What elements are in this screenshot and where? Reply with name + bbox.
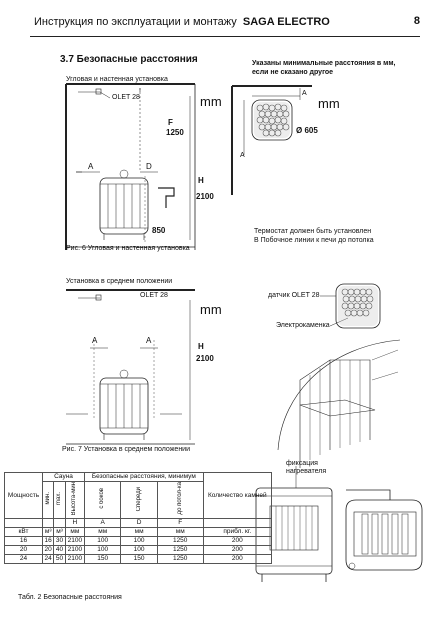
td-unit-m3a: м³ xyxy=(43,528,54,537)
table-letters-row xyxy=(5,519,272,528)
fig6-H-value: 2100 xyxy=(196,192,214,201)
table-cell: 30 xyxy=(54,537,65,546)
table-cell: 24 xyxy=(43,555,54,564)
table-cell: 200 xyxy=(203,537,271,546)
td-unit-kw: кВт xyxy=(5,528,43,537)
td-empty-d xyxy=(203,519,271,528)
th-height-text: Высота-мин xyxy=(71,482,78,516)
th-height xyxy=(65,482,84,519)
fixation-label-line1: фиксация xyxy=(286,460,318,467)
fig7-room-diagram xyxy=(66,290,195,444)
fig6-room-diagram xyxy=(66,84,195,250)
thermostat-note-line1: Термостат должен быть установлен xyxy=(254,228,372,235)
fig6-850-label: 850 xyxy=(152,226,166,235)
corner-A-top: A xyxy=(302,90,307,97)
table-cell: 150 xyxy=(85,555,121,564)
fig7-unit: mm xyxy=(200,302,222,317)
th-max xyxy=(54,482,65,519)
fig6-unit: mm xyxy=(200,94,222,109)
table-cell: 2100 xyxy=(65,546,84,555)
td-unit-kg: прибл. кг. xyxy=(203,528,271,537)
section-title: 3.7 Безопасные расстояния xyxy=(60,54,198,65)
fig6-F-value: 1250 xyxy=(166,128,184,137)
fig7-caption: Рис. 7 Установка в среднем положении xyxy=(62,446,191,453)
table-cell: 2100 xyxy=(65,555,84,564)
fig7-H-value: 2100 xyxy=(196,354,214,363)
table-cell: 16 xyxy=(43,537,54,546)
th-ceiling-text: до потол-ка xyxy=(176,482,183,515)
table-cell: 200 xyxy=(203,555,271,564)
fixation-label-line2: нагревателя xyxy=(286,468,327,475)
corner-note-line1: Указаны минимальные расстояния в мм, xyxy=(252,60,396,67)
header-title-text: Инструкция по эксплуатации и монтажу xyxy=(34,16,237,28)
header-brand: SAGA ELECTRO xyxy=(242,16,330,28)
table-cell: 2100 xyxy=(65,537,84,546)
th-min xyxy=(43,482,54,519)
fig6-F-label: F xyxy=(168,118,173,127)
corner-A-side: A xyxy=(240,152,245,159)
fig6-top-label: Угловая и настенная установка xyxy=(66,76,168,83)
table-units-row xyxy=(5,528,272,537)
td-letter-D: D xyxy=(121,519,157,528)
th-max-text: max. xyxy=(56,492,63,506)
table-cell: 40 xyxy=(54,546,65,555)
heater-plan-view xyxy=(346,500,422,570)
table-cell: 100 xyxy=(121,537,157,546)
heater-wall-mount-detail xyxy=(278,340,400,468)
table-caption: Табл. 2 Безопасные расстояния xyxy=(18,594,122,601)
table-cell: 1250 xyxy=(157,546,203,555)
table-row xyxy=(5,555,272,564)
fig6-D-label: D xyxy=(146,162,152,171)
fig6-olet-label: OLET 28 xyxy=(112,94,140,101)
th-front xyxy=(121,482,157,519)
fig7-H-label: H xyxy=(198,342,204,351)
heater-mid-shade xyxy=(338,286,378,326)
td-empty-b xyxy=(43,519,54,528)
td-letter-A: A xyxy=(85,519,121,528)
table-cell: 16 xyxy=(5,537,43,546)
th-sauna: Сауна xyxy=(43,473,85,482)
corner-note-line2: если не сказано другое xyxy=(252,69,334,76)
corner-unit: mm xyxy=(318,96,340,111)
table-row xyxy=(5,546,272,555)
th-power: Мощность xyxy=(5,473,43,519)
table-row xyxy=(5,537,272,546)
th-safe: Безопасные расстояния, минимум xyxy=(85,473,204,482)
fig6-H-label: H xyxy=(198,176,204,185)
th-side-text: с боков xyxy=(99,488,106,510)
heater-stone-label: Электрокаменка xyxy=(276,322,330,329)
td-empty-c xyxy=(54,519,65,528)
th-min-text: мин. xyxy=(44,492,51,505)
fig6-A-label: A xyxy=(88,162,94,171)
sensor-label: датчик OLET 28 xyxy=(268,292,320,299)
corner-diameter: Ø 605 xyxy=(296,126,318,135)
td-unit-mm-d: мм xyxy=(121,528,157,537)
table-cell: 24 xyxy=(5,555,43,564)
table-cell: 20 xyxy=(43,546,54,555)
td-unit-m3b: м³ xyxy=(54,528,65,537)
table-header-row xyxy=(5,473,272,482)
td-letter-H: H xyxy=(65,519,84,528)
heater-front-view xyxy=(256,466,390,582)
table-cell: 100 xyxy=(85,546,121,555)
table-cell: 1250 xyxy=(157,555,203,564)
safety-distances-table xyxy=(4,472,272,564)
td-empty-a xyxy=(5,519,43,528)
th-stones: Количество камней xyxy=(203,473,271,519)
table-cell: 100 xyxy=(85,537,121,546)
table-cell: 100 xyxy=(121,546,157,555)
table-cell: 200 xyxy=(203,546,271,555)
fig6-caption: Рис. 6 Угловая и настенная установка xyxy=(66,245,190,252)
table-cell: 1250 xyxy=(157,537,203,546)
heater-top-shade xyxy=(254,102,290,138)
table-cell: 50 xyxy=(54,555,65,564)
table-cell: 20 xyxy=(5,546,43,555)
table-cell: 150 xyxy=(121,555,157,564)
fig7-top-label: Установка в среднем положении xyxy=(66,278,173,285)
td-unit-mm-h: мм xyxy=(65,528,84,537)
fig7-A-left: A xyxy=(92,336,98,345)
td-unit-mm-a: мм xyxy=(85,528,121,537)
th-side xyxy=(85,482,121,519)
thermostat-note-line2: В Побочное линии к печи до потолка xyxy=(254,237,374,244)
th-front-text: Спереди xyxy=(135,486,142,511)
fig7-A-right: A xyxy=(146,336,152,345)
th-ceiling xyxy=(157,482,203,519)
fig7-olet-label: OLET 28 xyxy=(140,292,168,299)
td-letter-F: F xyxy=(157,519,203,528)
td-unit-mm-f: мм xyxy=(157,528,203,537)
page-number: 8 xyxy=(413,15,420,27)
